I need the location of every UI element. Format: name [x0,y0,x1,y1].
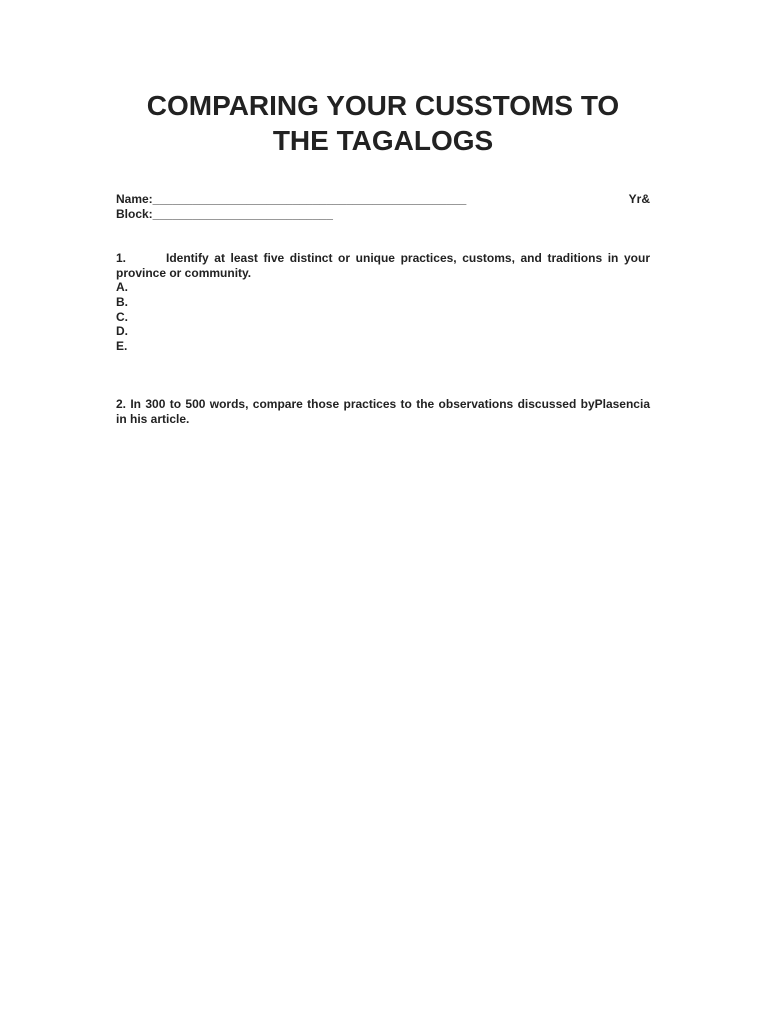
option-c: C. [116,309,128,324]
answer-options [116,280,650,353]
option-b: B. [116,294,128,309]
document-title: COMPARING YOUR CUSSTOMS TO THE TAGALOGS [146,90,620,156]
question-1-number: 1. [116,251,127,266]
option-e: E. [116,338,128,353]
option-d: D. [116,324,128,339]
block-field: Block:___________________________ [116,206,333,221]
question-2: 2. In 300 to 500 words, compare those practices to the observations discussed byPlasencia in his article. [116,397,650,426]
question-1 [116,251,650,280]
question-1-text: Identify at least five distinct or unique practices, customs, and traditions in your province or community. [116,251,650,280]
name-field: Name:_______________________________________________ [116,192,467,206]
name-row [116,192,650,207]
yr-label: Yr& [628,192,650,206]
option-a: A. [116,280,128,295]
document-body [116,192,650,427]
